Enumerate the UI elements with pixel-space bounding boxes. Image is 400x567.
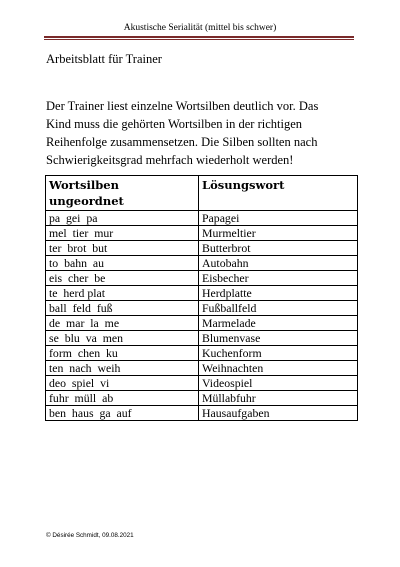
solution-cell: Müllabfuhr — [199, 391, 358, 406]
syllables-cell: te herd plat — [46, 286, 199, 301]
solution-cell: Kuchenform — [199, 346, 358, 361]
syllables-cell: form chen ku — [46, 346, 199, 361]
intro-line: Der Trainer liest einzelne Wortsilben deutlich vor. Das — [46, 99, 319, 113]
page-header: Akustische Serialität (mittel bis schwer) — [123, 23, 277, 33]
syllable-table — [45, 175, 358, 421]
table-body — [46, 211, 358, 421]
intro-paragraph — [46, 97, 358, 169]
solution-cell: Blumenvase — [199, 331, 358, 346]
header-syllables: Wortsilben ungeordnet — [46, 176, 199, 211]
table-row — [46, 376, 358, 391]
copyright-footer: © Désirée Schmidt, 09.08.2021 — [46, 532, 134, 539]
header-divider-thin — [44, 39, 354, 40]
solution-cell: Butterbrot — [199, 241, 358, 256]
document-title: Arbeitsblatt für Trainer — [46, 52, 162, 66]
table-header-row — [46, 176, 358, 211]
intro-line: Reihenfolge zusammensetzen. Die Silben sollten nach — [46, 135, 318, 149]
solution-cell: Weihnachten — [199, 361, 358, 376]
header-divider — [44, 36, 354, 38]
intro-line: Schwierigkeitsgrad mehrfach wiederholt werden! — [46, 153, 294, 167]
table-row — [46, 406, 358, 421]
solution-cell: Papagei — [199, 211, 358, 226]
table-row — [46, 286, 358, 301]
syllables-cell: ten nach weih — [46, 361, 199, 376]
syllables-cell: eis cher be — [46, 271, 199, 286]
solution-cell: Eisbecher — [199, 271, 358, 286]
intro-line: Kind muss die gehörten Wortsilben in der richtigen — [46, 117, 303, 131]
solution-cell: Hausaufgaben — [199, 406, 358, 421]
solution-cell: Autobahn — [199, 256, 358, 271]
table-row — [46, 226, 358, 241]
table-row — [46, 256, 358, 271]
syllables-cell: de mar la me — [46, 316, 199, 331]
table-row — [46, 361, 358, 376]
table-row — [46, 346, 358, 361]
solution-cell: Marmelade — [199, 316, 358, 331]
syllables-cell: se blu va men — [46, 331, 199, 346]
syllables-cell: mel tier mur — [46, 226, 199, 241]
table-row — [46, 391, 358, 406]
syllables-cell: ter brot but — [46, 241, 199, 256]
syllables-cell: ball feld fuß — [46, 301, 199, 316]
syllables-cell: pa gei pa — [46, 211, 199, 226]
syllables-cell: fuhr müll ab — [46, 391, 199, 406]
solution-cell: Murmeltier — [199, 226, 358, 241]
table-row — [46, 271, 358, 286]
syllables-cell: ben haus ga auf — [46, 406, 199, 421]
solution-cell: Fußballfeld — [199, 301, 358, 316]
table-row — [46, 211, 358, 226]
table-row — [46, 301, 358, 316]
header-solution: Lösungswort — [199, 176, 358, 211]
table-row — [46, 316, 358, 331]
syllables-cell: deo spiel vi — [46, 376, 199, 391]
table-row — [46, 241, 358, 256]
solution-cell: Herdplatte — [199, 286, 358, 301]
solution-cell: Videospiel — [199, 376, 358, 391]
syllables-cell: to bahn au — [46, 256, 199, 271]
table-row — [46, 331, 358, 346]
